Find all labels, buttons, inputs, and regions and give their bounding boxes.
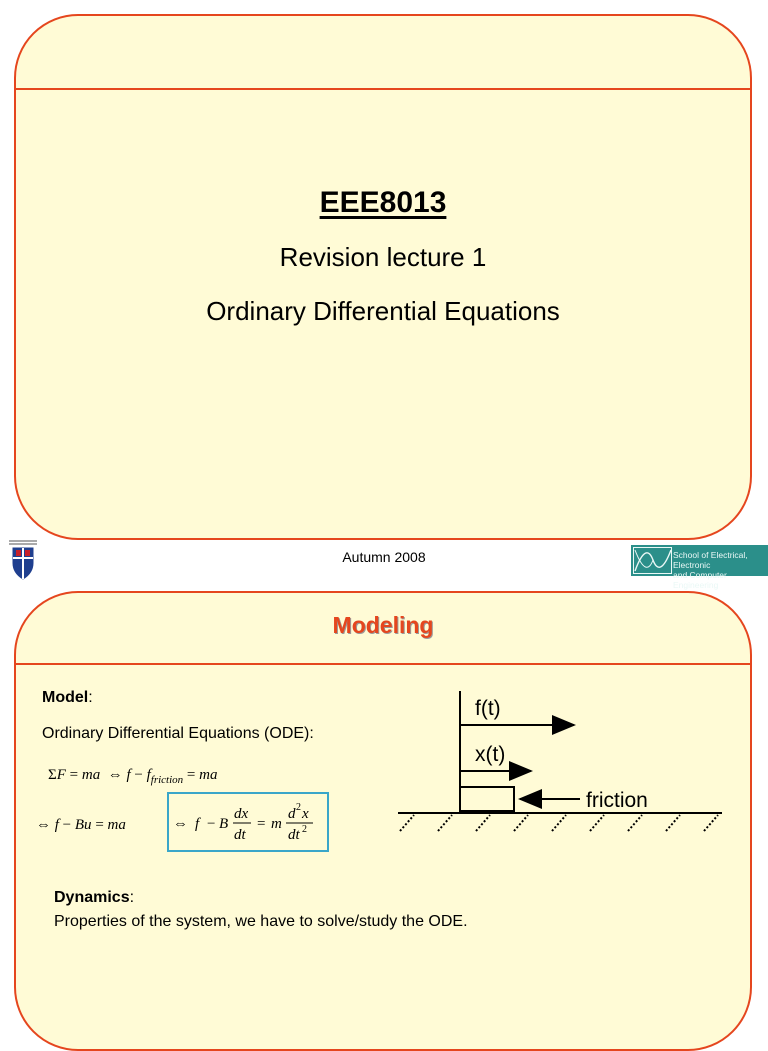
svg-text:f: f [195,816,200,832]
position-label: x(t) [475,743,506,766]
svg-text:d: d [288,806,296,822]
model-label: Model [42,689,89,706]
modeling-slide [14,591,752,1051]
dynamics-label: Dynamics [54,889,130,906]
friction-label: friction [586,789,648,812]
svg-text:⇔: ⇔ [173,816,188,832]
school-wave-icon [633,547,673,574]
school-name-line2: and Computer Engineering [673,570,727,590]
ground-hatching [400,815,718,831]
dynamics-text: Properties of the system, we have to solve/study the ODE. [54,913,468,930]
dynamics-heading [54,889,134,907]
mass-block [460,787,514,811]
dynamics-colon: : [129,889,135,906]
school-logo [631,545,768,590]
svg-text:2: 2 [296,802,301,813]
school-name-line1: School of Electrical, Electronic [673,550,748,570]
slide-title: Modeling [332,612,434,638]
svg-text:=: = [257,816,266,832]
ode-equation-box [167,792,329,852]
modeling-slide-divider [16,663,750,665]
svg-text:dt: dt [288,827,300,843]
damping-equation: ⇔ f − Bu = ma [36,817,126,833]
ode-equation [169,794,329,852]
svg-text:B: B [219,816,229,832]
lecture-topic: Ordinary Differential Equations [206,296,560,326]
svg-text:dx: dx [234,806,249,822]
lecture-subtitle: Revision lecture 1 [279,242,487,272]
course-code: EEE8013 [319,186,447,219]
svg-text:x: x [302,806,309,822]
svg-text:2: 2 [302,824,307,835]
newton-equation: ΣF = ma ⇔ $f - f_{friction}$ = ma [48,767,218,786]
friction-diagram [396,685,741,855]
svg-text:dt: dt [234,827,246,843]
svg-text:−: − [207,816,216,832]
svg-text:m: m [271,816,282,832]
title-slide [14,14,752,540]
model-heading [42,689,93,707]
force-label: f(t) [475,697,501,720]
model-colon: : [88,689,93,706]
title-slide-divider [16,88,750,90]
ode-text: Ordinary Differential Equations (ODE): [42,725,314,742]
footer-term: Autumn 2008 [342,549,426,565]
